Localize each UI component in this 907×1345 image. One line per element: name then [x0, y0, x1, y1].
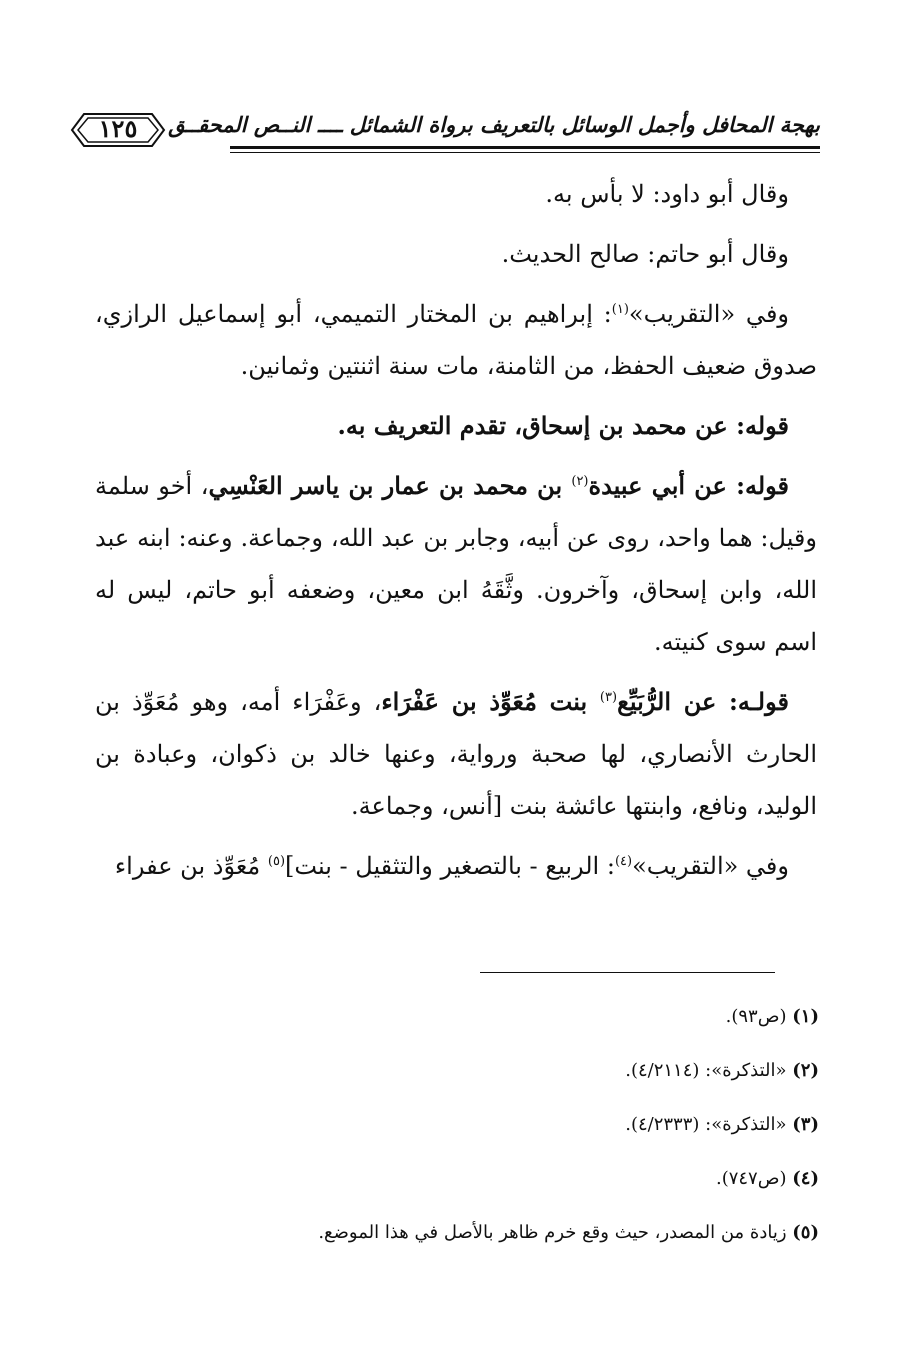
header-rule — [230, 146, 820, 149]
footnote-number: (٥) — [792, 1222, 819, 1243]
footnote-text: «التذكرة»: (٤/٢١١٤). — [625, 1060, 787, 1081]
paragraph-3-start: وفي «التقريب» — [628, 300, 790, 328]
footnote-ref-5: (٥) — [267, 854, 286, 869]
paragraph-7 — [95, 840, 817, 892]
paragraph-5-heading-b: بن محمد بن عمار بن ياسر العَنْسِي — [208, 471, 572, 500]
footnote-item — [97, 1044, 819, 1098]
footnote-number: (٣) — [792, 1114, 819, 1135]
footnote-item — [97, 1152, 819, 1206]
footnote-divider — [480, 972, 775, 973]
paragraph-6 — [95, 676, 817, 832]
footnote-number: (١) — [792, 1006, 819, 1027]
footnote-ref-3: (٣) — [599, 690, 618, 705]
paragraph-3 — [95, 288, 817, 392]
paragraph-1: وقال أبو داود: لا بأس به. — [545, 180, 789, 208]
paragraph-5-rest: ، أخو سلمة وقيل: هما واحد، روى عن أبيه، وجابر بن عبد الله، وجماعة. وعنه: ابنه عبد الله، وابن إسحاق، وآخرون. وثَّقَهُ ابن معين، وضعفه أبو حاتم، ليس له اسم سوى كنيته. — [95, 472, 817, 656]
footnote-number: (٢) — [792, 1060, 819, 1081]
footnote-ref-2: (٢) — [571, 474, 589, 489]
paragraph-3-rest: : إبراهيم بن المختار التميمي، أبو إسماعيل الرازي، صدوق ضعيف الحفظ، من الثامنة، مات سنة اثنتين وثمانين. — [95, 300, 817, 380]
header-rule-thin — [230, 152, 820, 153]
footnote-item — [97, 1206, 819, 1260]
paragraph-7-start: وفي «التقريب» — [632, 852, 789, 880]
page-number: ١٢٥ — [98, 114, 138, 143]
paragraph-7-mid: : الربيع - بالتصغير والتثقيل - بنت] — [285, 852, 615, 880]
page-header — [70, 108, 820, 154]
running-title: بهجة المحافل وأجمل الوسائل بالتعريف برواة الشمائل ــــ النــص المحقــق — [168, 112, 820, 137]
footnote-text: (ص٧٤٧). — [715, 1168, 787, 1189]
footnote-item — [97, 1098, 819, 1152]
paragraph-6-heading-a: قولـه: عن الرُّبَيِّع — [617, 687, 789, 716]
footnote-number: (٤) — [792, 1168, 819, 1189]
paragraph-4: قوله: عن محمد بن إسحاق، تقدم التعريف به. — [337, 411, 789, 440]
paragraph-2: وقال أبو حاتم: صالح الحديث. — [501, 240, 789, 268]
footnote-item — [97, 990, 819, 1044]
page-number-badge — [70, 108, 166, 152]
paragraph-7-end: مُعَوِّذ بن عفراء — [114, 852, 268, 880]
footnote-text: «التذكرة»: (٤/٢٣٣٣). — [625, 1114, 787, 1135]
main-text — [95, 168, 817, 900]
paragraph-6-rest: ، وعَفْرَاء أمه، وهو مُعَوِّذ بن الحارث الأنصاري، لها صحبة ورواية، وعنها خالد بن ذكوان، وعبادة بن الوليد، ونافع، وابنتها عائشة بنت [أنس، وجماعة. — [95, 688, 817, 820]
footnote-ref-1: (١) — [611, 302, 629, 317]
footnote-ref-4: (٤) — [614, 854, 633, 869]
footnotes — [97, 990, 819, 1260]
paragraph-5-heading-a: قوله: عن أبي عبيدة — [588, 471, 790, 500]
paragraph-5 — [95, 460, 817, 668]
footnote-text: (ص٩٣). — [725, 1006, 787, 1027]
paragraph-6-heading-b: بنت مُعَوِّذ بن عَفْرَاء — [381, 687, 600, 716]
footnote-text: زيادة من المصدر، حيث وقع خرم ظاهر بالأصل في هذا الموضع. — [318, 1222, 787, 1243]
